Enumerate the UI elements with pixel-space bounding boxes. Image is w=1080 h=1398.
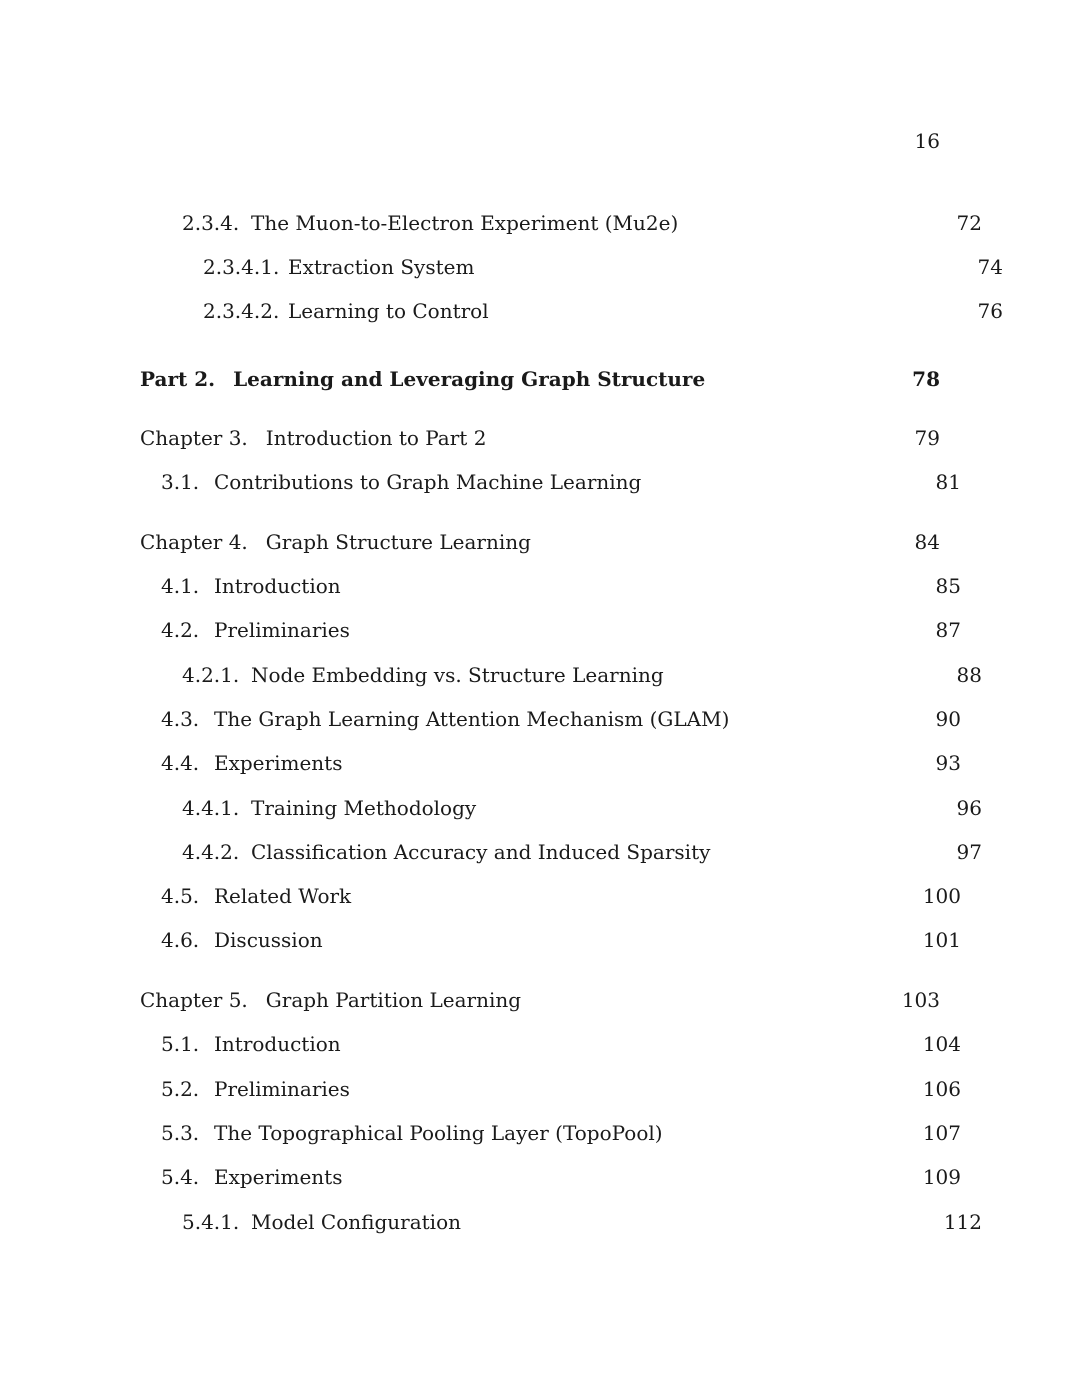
toc-entry-number: 5.4. (161, 1165, 200, 1189)
toc-entry-title: Learning and Leveraging Graph Structure (233, 367, 706, 391)
page-number: 16 (914, 129, 940, 153)
toc-entry-number: Chapter 5. (140, 988, 248, 1012)
toc-entry-number: Chapter 4. (140, 530, 248, 554)
toc-entry (140, 296, 1003, 326)
toc-entry-title: Experiments (214, 751, 343, 775)
toc-entry-page: 106 (922, 1077, 961, 1101)
toc-entry-number: 5.3. (161, 1121, 200, 1145)
toc-entry (140, 660, 982, 690)
toc-entry-number: 5.1. (161, 1032, 200, 1056)
toc-entry (140, 571, 961, 601)
toc-entry-number: 4.5. (161, 884, 200, 908)
toc-entry-page: 88 (956, 663, 982, 687)
toc-entry (140, 793, 982, 823)
toc-entry-title: Graph Partition Learning (265, 988, 522, 1012)
toc-entry-number: 4.4.1. (182, 796, 240, 820)
toc-entry-title: Model Configuration (251, 1210, 461, 1234)
toc-entry-title: Learning to Control (288, 299, 489, 323)
toc-entry-number: 2.3.4.2. (203, 299, 280, 323)
toc-entry-page: 97 (956, 840, 982, 864)
toc-entry-title: Experiments (214, 1165, 343, 1189)
toc-entry-number: 4.4.2. (182, 840, 240, 864)
toc-entry-page: 107 (922, 1121, 961, 1145)
toc-entry-title: Classification Accuracy and Induced Sparsity (251, 840, 711, 864)
toc-entry-page: 103 (901, 988, 940, 1012)
toc-entry (140, 1029, 961, 1059)
toc-entry-title: Training Methodology (251, 796, 477, 820)
toc-entry-title: Graph Structure Learning (265, 530, 531, 554)
toc-entry-page: 78 (912, 367, 940, 391)
toc-entry-title: Preliminaries (214, 1077, 350, 1101)
toc-entry-page: 96 (956, 796, 982, 820)
toc-entry (140, 748, 961, 778)
toc-entry-number: 2.3.4. (182, 211, 240, 235)
toc-entry-title: The Topographical Pooling Layer (TopoPool) (214, 1121, 663, 1145)
toc-entry-page: 93 (935, 751, 961, 775)
toc-entry-number: 4.4. (161, 751, 200, 775)
toc-entry-page: 76 (977, 299, 1003, 323)
toc-entry-title: Introduction (214, 1032, 341, 1056)
toc-entry (140, 467, 961, 497)
toc-entry-page: 112 (943, 1210, 982, 1234)
toc-entry-page: 72 (956, 211, 982, 235)
toc-entry (140, 1118, 961, 1148)
toc-entry-title: The Muon-to-Electron Experiment (Mu2e) (251, 211, 679, 235)
toc-entry-page: 104 (922, 1032, 961, 1056)
toc-entry-number: 3.1. (161, 470, 200, 494)
toc-entry (140, 364, 940, 394)
toc-entry (140, 881, 961, 911)
toc-entry-page: 79 (914, 426, 940, 450)
toc-entry-title: Introduction to Part 2 (265, 426, 487, 450)
toc-entry-page: 81 (935, 470, 961, 494)
toc-entry-title: Node Embedding vs. Structure Learning (251, 663, 664, 687)
toc-entry-page: 87 (935, 618, 961, 642)
toc-entry-number: Chapter 3. (140, 426, 248, 450)
toc-entry (140, 985, 940, 1015)
toc-entry-page: 74 (977, 255, 1003, 279)
toc-entry-number: 4.2.1. (182, 663, 240, 687)
toc-entry-title: Discussion (214, 928, 323, 952)
toc-entry (140, 1074, 961, 1104)
toc-entry-page: 84 (914, 530, 940, 554)
toc-entry-page: 85 (935, 574, 961, 598)
toc-entry (140, 208, 982, 238)
toc-entry-number: 4.3. (161, 707, 200, 731)
toc-entry-title: Introduction (214, 574, 341, 598)
toc-entry (140, 527, 940, 557)
toc-entry (140, 423, 940, 453)
toc-entry-title: The Graph Learning Attention Mechanism (GLAM) (214, 707, 730, 731)
toc-entry-page: 100 (922, 884, 961, 908)
toc-entry (140, 1162, 961, 1192)
toc-entry (140, 704, 961, 734)
toc-entry (140, 837, 982, 867)
toc-entry-page: 101 (922, 928, 961, 952)
toc-entry (140, 252, 1003, 282)
toc-entry-number: 4.1. (161, 574, 200, 598)
toc-entry-number: 2.3.4.1. (203, 255, 280, 279)
toc-entry-page: 109 (922, 1165, 961, 1189)
toc-entry-number: 4.6. (161, 928, 200, 952)
toc-entry (140, 1207, 982, 1237)
toc-entry-number: Part 2. (140, 367, 216, 391)
toc-entry-title: Extraction System (288, 255, 475, 279)
toc-entry-number: 5.4.1. (182, 1210, 240, 1234)
toc-entry-number: 5.2. (161, 1077, 200, 1101)
table-of-contents (140, 0, 1003, 1398)
toc-entry-number: 4.2. (161, 618, 200, 642)
toc-entry-title: Related Work (214, 884, 352, 908)
toc-entry-page: 90 (935, 707, 961, 731)
toc-entry-title: Contributions to Graph Machine Learning (214, 470, 642, 494)
toc-entry-title: Preliminaries (214, 618, 350, 642)
toc-entry (140, 925, 961, 955)
toc-entry (140, 615, 961, 645)
